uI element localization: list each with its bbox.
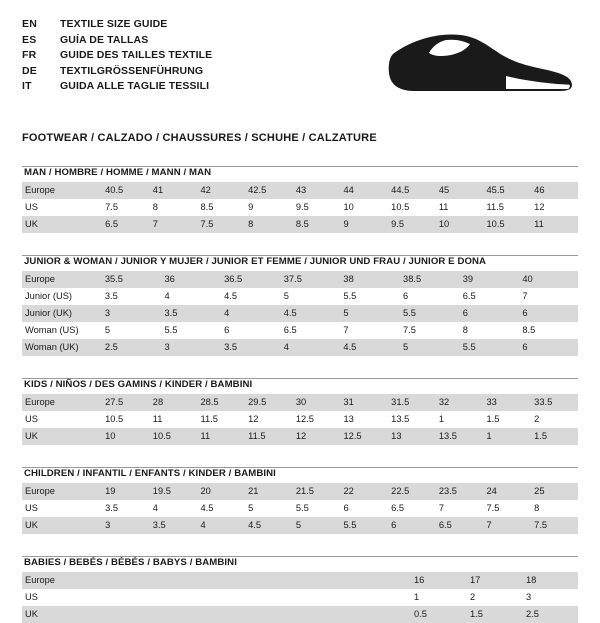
size-cell: 7 (343, 325, 349, 335)
row-label: Woman (UK) (22, 339, 101, 356)
table-row (22, 339, 578, 356)
size-cell: 3.5 (220, 339, 280, 356)
table-row (22, 411, 578, 428)
size-cell: 4.5 (280, 305, 340, 322)
size-cell: 6.5 (462, 291, 476, 301)
size-cell: 36.5 (220, 271, 280, 288)
size-cell: 4 (196, 517, 244, 534)
size-cell: 11 (530, 216, 578, 233)
size-cell: 21 (244, 483, 292, 500)
row-label: Europe (22, 572, 410, 589)
size-cell: 3 (526, 592, 532, 602)
size-cell: 10 (343, 202, 354, 212)
row-label: US (25, 414, 38, 424)
language-row (22, 34, 212, 50)
size-cell: 44 (339, 182, 387, 199)
size-cell: 9.5 (295, 202, 309, 212)
size-cell: 35.5 (101, 271, 161, 288)
language-row (22, 49, 212, 65)
size-cell: 33.5 (530, 394, 578, 411)
size-cell: 12 (292, 428, 340, 445)
size-cell: 5.5 (399, 305, 459, 322)
size-cell: 37.5 (280, 271, 340, 288)
table-row (22, 517, 578, 534)
table-row (22, 305, 578, 322)
language-code: IT (22, 80, 32, 92)
size-cell: 5.5 (295, 503, 309, 513)
size-table (22, 572, 578, 623)
size-cell: 8.5 (292, 216, 340, 233)
size-cell: 6 (518, 305, 578, 322)
size-cell: 13 (387, 428, 435, 445)
size-cell: 3.5 (160, 305, 220, 322)
size-cell: 9 (339, 216, 387, 233)
size-block (22, 467, 578, 534)
size-cell: 1.5 (530, 428, 578, 445)
size-cell: 6.5 (391, 503, 405, 513)
row-label: UK (22, 606, 410, 623)
size-cell: 19 (101, 483, 149, 500)
size-cell: 7 (149, 216, 197, 233)
size-cell: 6 (387, 517, 435, 534)
size-cell: 32 (435, 394, 483, 411)
size-cell: 4.5 (200, 503, 214, 513)
size-cell: 10.5 (105, 414, 124, 424)
size-cell: 6.5 (101, 216, 149, 233)
size-cell: 6 (224, 325, 230, 335)
size-cell: 10.5 (391, 202, 410, 212)
size-block-title: JUNIOR & WOMAN / JUNIOR Y MUJER / JUNIOR ET FEMME / JUNIOR UND FRAU / JUNIOR E DONA (24, 256, 487, 267)
size-cell: 6 (343, 503, 349, 513)
size-cell: 8.5 (200, 202, 214, 212)
language-title: GUIDE DES TAILLES TEXTILE (60, 49, 213, 61)
size-block (22, 255, 578, 356)
row-label: Europe (22, 271, 101, 288)
size-cell: 38 (339, 271, 399, 288)
size-cell: 11 (152, 414, 163, 424)
size-cell: 20 (196, 483, 244, 500)
language-code: ES (22, 33, 37, 46)
size-cell: 12.5 (295, 414, 314, 424)
row-label: Europe (22, 182, 101, 199)
table-row (22, 500, 578, 517)
size-cell: 13.5 (391, 414, 410, 424)
size-cell: 10 (435, 216, 483, 233)
size-cell: 2 (534, 414, 540, 424)
size-cell: 11.5 (244, 428, 292, 445)
size-cell: 2.5 (101, 339, 161, 356)
size-cell: 7.5 (105, 202, 119, 212)
size-block-title: KIDS / NIÑOS / DES GAMINS / KINDER / BAMBINI (24, 379, 253, 390)
size-cell: 44.5 (387, 182, 435, 199)
size-cell: 6 (459, 305, 519, 322)
row-label: Europe (22, 483, 101, 500)
size-cell: 28.5 (196, 394, 244, 411)
header (22, 18, 578, 118)
size-block-title: CHILDREN / INFANTIL / ENFANTS / KINDER / BAMBINI (24, 468, 276, 479)
size-cell: 2 (470, 592, 476, 602)
row-label: US (25, 202, 38, 212)
language-title: GUIDA ALLE TAGLIE TESSILI (60, 80, 210, 92)
size-cell: 22.5 (387, 483, 435, 500)
table-row (22, 288, 578, 305)
row-label: UK (22, 428, 101, 445)
table-row (22, 271, 578, 288)
size-cell: 5.5 (459, 339, 519, 356)
row-label: Junior (US) (25, 291, 73, 301)
size-cell: 3.5 (104, 291, 118, 301)
size-table (22, 394, 578, 445)
table-row (22, 428, 578, 445)
size-cell: 7.5 (403, 325, 416, 335)
table-row (22, 606, 578, 623)
size-cell: 11.5 (486, 202, 504, 212)
size-cell: 40 (518, 271, 578, 288)
table-row (22, 572, 578, 589)
size-cell: 1 (483, 428, 531, 445)
size-cell: 28 (149, 394, 197, 411)
size-cell: 4 (280, 339, 340, 356)
dress-shoe-icon (386, 26, 576, 106)
size-cell: 9 (248, 202, 254, 212)
size-cell: 24 (483, 483, 531, 500)
size-block-title: MAN / HOMBRE / HOMME / MANN / MAN (24, 167, 212, 178)
size-cell: 10.5 (149, 428, 197, 445)
size-cell: 12 (248, 414, 259, 424)
size-cell: 5.5 (339, 517, 387, 534)
language-row (22, 18, 212, 34)
size-cell: 38.5 (399, 271, 459, 288)
size-cell: 0.5 (410, 606, 466, 623)
size-cell: 5.5 (343, 291, 357, 301)
size-table (22, 271, 578, 356)
size-cell: 8.5 (522, 325, 536, 335)
size-cell: 5 (104, 325, 111, 335)
size-cell: 6 (403, 291, 409, 301)
row-label: Junior (UK) (22, 305, 101, 322)
size-cell: 21.5 (292, 483, 340, 500)
size-cell: 8 (534, 503, 540, 513)
size-cell: 18 (522, 572, 578, 589)
size-cell: 43 (292, 182, 340, 199)
size-cell: 12.5 (339, 428, 387, 445)
language-title: GUÍA DE TALLAS (60, 33, 149, 46)
size-cell: 10.5 (483, 216, 531, 233)
size-cell: 1.5 (486, 414, 500, 424)
language-title: TEXTILGRÖSSENFÜHRUNG (60, 64, 204, 77)
table-row (22, 483, 578, 500)
size-cell: 6 (518, 339, 578, 356)
size-cell: 11 (196, 428, 244, 445)
language-title-list-body (22, 18, 212, 96)
size-cell: 5 (292, 517, 340, 534)
size-cell: 8 (244, 216, 292, 233)
size-cell: 3 (160, 339, 220, 356)
row-label: US (25, 503, 38, 513)
size-cell: 31.5 (387, 394, 435, 411)
size-cell: 5 (339, 305, 399, 322)
size-cell: 3.5 (105, 503, 119, 513)
table-row (22, 394, 578, 411)
size-cell: 7 (438, 503, 444, 513)
table-row (22, 199, 578, 216)
table-row (22, 322, 578, 339)
language-code: EN (22, 18, 37, 30)
size-cell: 7.5 (196, 216, 244, 233)
size-cell: 17 (466, 572, 522, 589)
language-code: FR (22, 49, 37, 61)
size-blocks (22, 166, 578, 623)
language-code: DE (22, 64, 37, 77)
size-block (22, 378, 578, 445)
page-title: FOOTWEAR / CALZADO / CHAUSSURES / SCHUHE / CALZATURE (22, 132, 377, 144)
size-cell: 8 (152, 202, 158, 212)
size-cell: 4.5 (224, 291, 238, 301)
size-cell: 4 (152, 503, 158, 513)
size-cell: 7.5 (486, 503, 500, 513)
language-title-list (22, 18, 212, 96)
size-cell: 3.5 (149, 517, 197, 534)
size-cell: 5 (283, 291, 289, 301)
size-cell: 9.5 (387, 216, 435, 233)
size-cell: 5.5 (164, 325, 178, 335)
size-cell: 45.5 (483, 182, 531, 199)
size-table (22, 483, 578, 534)
language-row (22, 65, 212, 81)
size-block (22, 166, 578, 233)
size-cell: 6.5 (435, 517, 483, 534)
table-row (22, 216, 578, 233)
size-cell: 25 (530, 483, 578, 500)
size-cell: 36 (160, 271, 220, 288)
size-cell: 7 (522, 291, 528, 301)
size-cell: 31 (339, 394, 387, 411)
size-cell: 22 (339, 483, 387, 500)
size-cell: 16 (410, 572, 466, 589)
size-cell: 45 (435, 182, 483, 199)
size-cell: 4 (164, 291, 170, 301)
size-cell: 12 (534, 202, 545, 212)
row-label: Woman (US) (25, 325, 79, 335)
size-cell: 1 (414, 592, 420, 602)
size-cell: 33 (483, 394, 531, 411)
size-cell: 5 (399, 339, 459, 356)
size-cell: 42 (196, 182, 244, 199)
size-cell: 1.5 (466, 606, 522, 623)
size-cell: 13 (343, 414, 354, 424)
size-cell: 29.5 (244, 394, 292, 411)
size-cell: 2.5 (522, 606, 578, 623)
size-block (22, 556, 578, 623)
size-cell: 3 (101, 305, 161, 322)
size-cell: 4.5 (244, 517, 292, 534)
size-cell: 7 (483, 517, 531, 534)
size-cell: 8 (462, 325, 468, 335)
row-label: US (25, 592, 38, 602)
size-cell: 27.5 (101, 394, 149, 411)
size-cell: 46 (530, 182, 578, 199)
row-label: UK (22, 216, 101, 233)
size-cell: 23.5 (435, 483, 483, 500)
table-row (22, 182, 578, 199)
size-table (22, 182, 578, 233)
size-cell: 1 (438, 414, 444, 424)
size-cell: 42.5 (244, 182, 292, 199)
size-cell: 13.5 (435, 428, 483, 445)
row-label: Europe (22, 394, 101, 411)
size-cell: 40.5 (101, 182, 149, 199)
table-row (22, 589, 578, 606)
size-cell: 5 (248, 503, 254, 513)
size-cell: 30 (292, 394, 340, 411)
size-cell: 11 (438, 202, 449, 212)
size-cell: 10 (101, 428, 149, 445)
language-title: TEXTILE SIZE GUIDE (60, 18, 168, 30)
size-cell: 41 (149, 182, 197, 199)
size-block-title: BABIES / BEBÉS / BÉBÉS / BABYS / BAMBINI (24, 557, 237, 568)
size-cell: 4 (220, 305, 280, 322)
size-cell: 3 (101, 517, 149, 534)
row-label: UK (22, 517, 101, 534)
size-cell: 4.5 (339, 339, 399, 356)
size-cell: 39 (459, 271, 519, 288)
size-cell: 6.5 (283, 325, 297, 335)
size-cell: 7.5 (530, 517, 578, 534)
size-cell: 11.5 (200, 414, 218, 424)
language-row (22, 80, 212, 96)
size-cell: 19.5 (149, 483, 197, 500)
